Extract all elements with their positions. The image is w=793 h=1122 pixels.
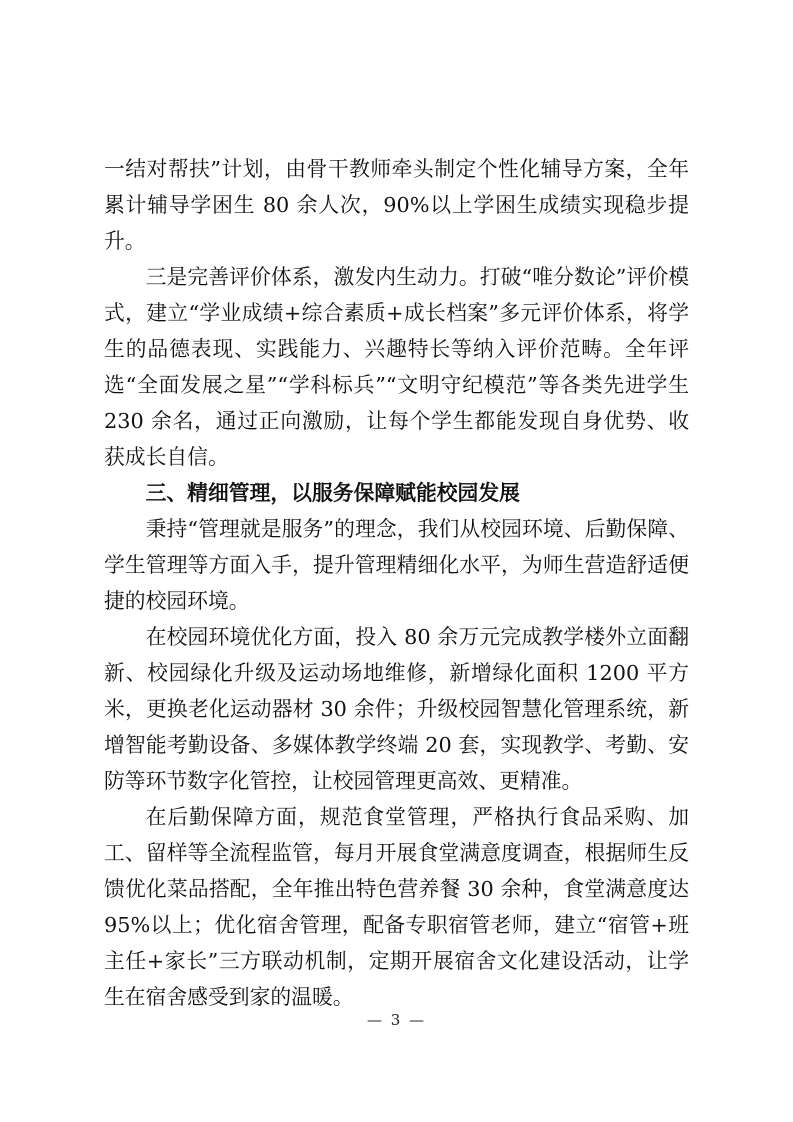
paragraph-evaluation-system: 三是完善评价体系，激发内生动力。打破“唯分数论”评价模式，建立“学业成绩+综合素质+成长档案”多元评价体系，将学生的品德表现、实践能力、兴趣特长等纳入评价范畴。全年评选“全面发展之星”“学科标兵”“文明守纪模范”等各类先进学生 230 余名，通过正向激励，让每个学生都能发现自身优势、收获成长自信。 xyxy=(104,265,689,469)
section-heading-3: 三、精细管理，以服务保障赋能校园发展 xyxy=(145,480,520,505)
paragraph-campus-environment: 在校园环境优化方面，投入 80 余万元完成教学楼外立面翻新、校园绿化升级及运动场地维修，新增绿化面积 1200 平方米，更换老化运动器材 30 余件；升级校园智慧化管理系统，新增智能考勤设备、多媒体教学终端 20 套，实现教学、考勤、安防等环节数字化管控，让校园管理更高效、更精准。 xyxy=(104,625,689,793)
page-number: — 3 — xyxy=(366,1011,427,1029)
paragraph-management-concept: 秉持“管理就是服务”的理念，我们从校园环境、后勤保障、学生管理等方面入手，提升管理精细化水平，为师生营造舒适便捷的校园环境。 xyxy=(104,517,689,613)
paragraph-logistics: 在后勤保障方面，规范食堂管理，严格执行食品采购、加工、留样等全流程监管，每月开展食堂满意度调查，根据师生反馈优化菜品搭配，全年推出特色营养餐 30 余种，食堂满意度达 95%以上；优化宿舍管理，配备专职宿管老师，建立“宿管+班主任+家长”三方联动机制，定期开展宿舍文化建设活动，让学生在宿舍感受到家的温暖。 xyxy=(104,805,689,1009)
document-body xyxy=(104,151,689,1015)
paragraph-continued: 一结对帮扶”计划，由骨干教师牵头制定个性化辅导方案，全年累计辅导学困生 80 余人次，90%以上学困生成绩实现稳步提升。 xyxy=(104,157,689,253)
